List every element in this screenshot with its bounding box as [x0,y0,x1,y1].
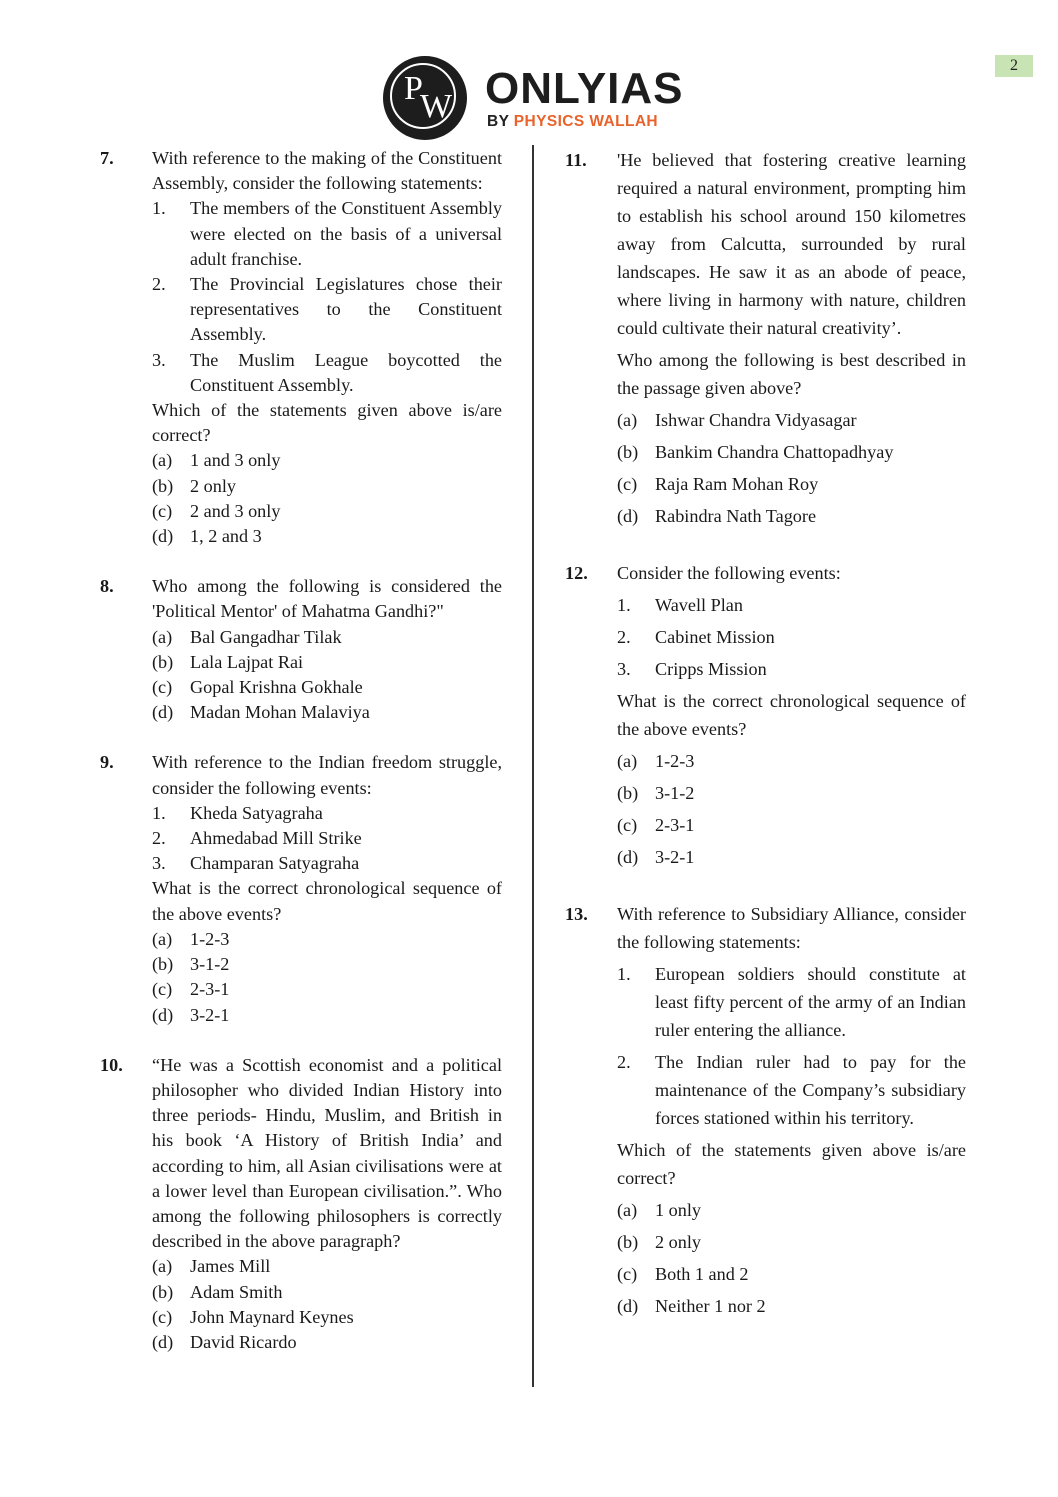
question-number: 10. [100,1054,123,1075]
question-prompt: Which of the statements given above is/are correct? [152,400,502,446]
answer-option [152,977,502,1002]
option-label: (b) [152,475,174,496]
statement-text: The members of the Constituent Assembly were elected on the basis of a universal adult franchise. [190,198,502,269]
answer-option [617,1228,966,1256]
pw-logo-icon [383,56,467,140]
brand-logo [383,53,703,137]
question-number: 13. [565,904,588,924]
option-text: Rabindra Nath Tagore [655,506,817,526]
right-column [565,146,966,1349]
option-text: Bal Gangadhar Tilak [190,626,342,647]
statement-label: 3. [152,853,166,874]
answer-option [152,927,502,952]
option-text: Neither 1 nor 2 [655,1296,766,1316]
statement-item [617,655,966,683]
question-block [100,146,502,549]
statement-label: 2. [152,828,166,849]
statement-text: European soldiers should constitute at least fifty percent of the army of an Indian ruler entering the alliance. [655,964,966,1040]
answer-option [617,811,966,839]
statement-label: 2. [617,1052,631,1072]
statement-item [152,196,502,272]
statement-text: Cabinet Mission [655,627,775,647]
option-text: Madan Mohan Malaviya [190,702,370,723]
question-stem: With reference to Subsidiary Alliance, consider the following statements: [617,904,966,952]
option-text: 2-3-1 [190,979,230,1000]
option-text: 3-1-2 [190,954,230,975]
answer-option [617,438,966,466]
answer-option [152,700,502,725]
option-text: 1-2-3 [655,751,695,771]
option-label: (c) [152,500,173,521]
option-label: (c) [617,474,638,494]
option-text: Bankim Chandra Chattopadhyay [655,442,894,462]
page-number: 2 [995,55,1033,77]
pw-logo-letter-p: P [404,70,423,107]
statement-label: 1. [617,595,631,615]
statement-label: 1. [152,802,166,823]
question-stem: 'He believed that fostering creative learning required a natural environment, prompting him to establish his school around 150 kilometres away from Calcutta, surrounded by rural landscapes. He saw it as an abode of peace, where living in harmony with nature, children could cultivate their natural creativity’. [617,150,966,338]
option-text: 1 and 3 only [190,450,281,471]
answer-option [152,625,502,650]
answer-option [152,1305,502,1330]
option-label: (b) [617,1232,639,1252]
answer-option [617,1260,966,1288]
option-label: (d) [152,526,174,547]
answer-option [152,448,502,473]
option-label: (a) [617,751,638,771]
option-label: (a) [152,450,173,471]
option-label: (a) [152,928,173,949]
statement-text: Wavell Plan [655,595,743,615]
statement-text: Ahmedabad Mill Strike [190,828,362,849]
statement-label: 3. [152,349,166,370]
statement-item [152,801,502,826]
option-label: (c) [617,815,638,835]
option-text: David Ricardo [190,1331,297,1352]
option-text: John Maynard Keynes [190,1306,354,1327]
question-block [565,146,966,530]
statement-text: The Provincial Legislatures chose their representatives to the Constituent Assembly. [190,274,502,345]
option-label: (a) [152,626,173,647]
statement-item [617,960,966,1044]
brand-tagline [487,113,658,131]
question-number: 9. [100,752,114,773]
option-text: Lala Lajpat Rai [190,651,304,672]
option-label: (d) [152,702,174,723]
answer-option [152,952,502,977]
question-block [100,750,502,1027]
option-text: 2 only [655,1232,701,1252]
statement-item [617,1048,966,1132]
answer-option [152,1254,502,1279]
option-text: 2-3-1 [655,815,695,835]
answer-option [152,650,502,675]
option-text: Raja Ram Mohan Roy [655,474,819,494]
option-label: (b) [617,783,639,803]
statement-item [152,851,502,876]
question-stem: “He was a Scottish economist and a political philosopher who divided Indian History into three periods- Hindu, Muslim, and British in his book ‘A History of British India’ and according to him, all Asian civilisations were at a lower level than European civilisation.”. Who among the following philosophers is correctly described in the above paragraph? [152,1054,502,1252]
option-text: Gopal Krishna Gokhale [190,677,363,698]
statement-label: 2. [152,274,166,295]
statement-label: 1. [152,198,166,219]
option-text: Both 1 and 2 [655,1264,749,1284]
question-number: 8. [100,576,114,597]
question-block [565,559,966,871]
answer-option [152,1280,502,1305]
statement-label: 3. [617,659,631,679]
answer-option [617,843,966,871]
answer-option [617,747,966,775]
option-text: Adam Smith [190,1281,283,1302]
option-label: (a) [617,1200,638,1220]
statement-text: The Indian ruler had to pay for the maintenance of the Company’s subsidiary forces stationed within his territory. [655,1052,966,1128]
answer-option [617,470,966,498]
question-number: 7. [100,148,114,168]
column-divider [532,145,534,1387]
question-stem: With reference to the Indian freedom struggle, consider the following events: [152,752,502,798]
option-text: 2 and 3 only [190,500,281,521]
option-label: (c) [152,979,173,1000]
answer-option [152,524,502,549]
statement-text: Cripps Mission [655,659,767,679]
question-stem: Consider the following events: [617,563,841,583]
option-label: (d) [152,1004,174,1025]
option-text: James Mill [190,1256,271,1277]
answer-option [617,502,966,530]
option-text: Ishwar Chandra Vidyasagar [655,410,857,430]
statement-item [617,591,966,619]
question-number: 12. [565,563,588,583]
question-prompt: What is the correct chronological sequence of the above events? [152,878,502,924]
statement-label: 2. [617,627,631,647]
option-label: (a) [152,1256,173,1277]
option-text: 2 only [190,475,236,496]
question-prompt: Which of the statements given above is/are correct? [617,1140,966,1188]
answer-option [617,1196,966,1224]
answer-option [152,1003,502,1028]
brand-tagline-prefix: BY [487,113,510,130]
answer-option [617,1292,966,1320]
statement-item [152,826,502,851]
option-label: (d) [617,847,639,867]
answer-option [152,474,502,499]
question-block [565,900,966,1320]
answer-option [152,675,502,700]
question-block [100,574,502,725]
left-column [100,146,502,1380]
option-label: (c) [152,1306,173,1327]
option-text: 1 only [655,1200,701,1220]
option-label: (b) [152,651,174,672]
question-block [100,1053,502,1355]
option-text: 1-2-3 [190,928,230,949]
question-number: 11. [565,150,587,170]
option-text: 3-1-2 [655,783,695,803]
question-stem: Who among the following is considered the 'Political Mentor' of Mahatma Gandhi?" [152,576,502,622]
brand-name: ONLYIAS [485,64,684,113]
pw-logo-letter-w: W [420,88,453,125]
statement-item [617,623,966,651]
option-label: (b) [617,442,639,462]
option-label: (c) [617,1264,638,1284]
option-label: (b) [152,1281,174,1302]
question-stem: With reference to the making of the Constituent Assembly, consider the following statements: [152,148,502,194]
statement-text: The Muslim League boycotted the Constituent Assembly. [190,349,502,395]
option-text: 3-2-1 [190,1004,230,1025]
option-label: (b) [152,954,174,975]
question-prompt: What is the correct chronological sequence of the above events? [617,691,966,739]
option-label: (d) [617,506,639,526]
option-text: 1, 2 and 3 [190,526,262,547]
answer-option [617,406,966,434]
statement-item [152,348,502,398]
brand-tagline-main: PHYSICS WALLAH [513,113,659,130]
statement-text: Kheda Satyagraha [190,802,323,823]
answer-option [152,1330,502,1355]
question-prompt: Who among the following is best described in the passage given above? [617,350,966,398]
statement-text: Champaran Satyagraha [190,853,360,874]
option-label: (c) [152,677,173,698]
answer-option [617,779,966,807]
option-text: 3-2-1 [655,847,695,867]
statement-label: 1. [617,964,631,984]
option-label: (d) [152,1331,174,1352]
statement-item [152,272,502,348]
option-label: (d) [617,1296,639,1316]
answer-option [152,499,502,524]
option-label: (a) [617,410,638,430]
